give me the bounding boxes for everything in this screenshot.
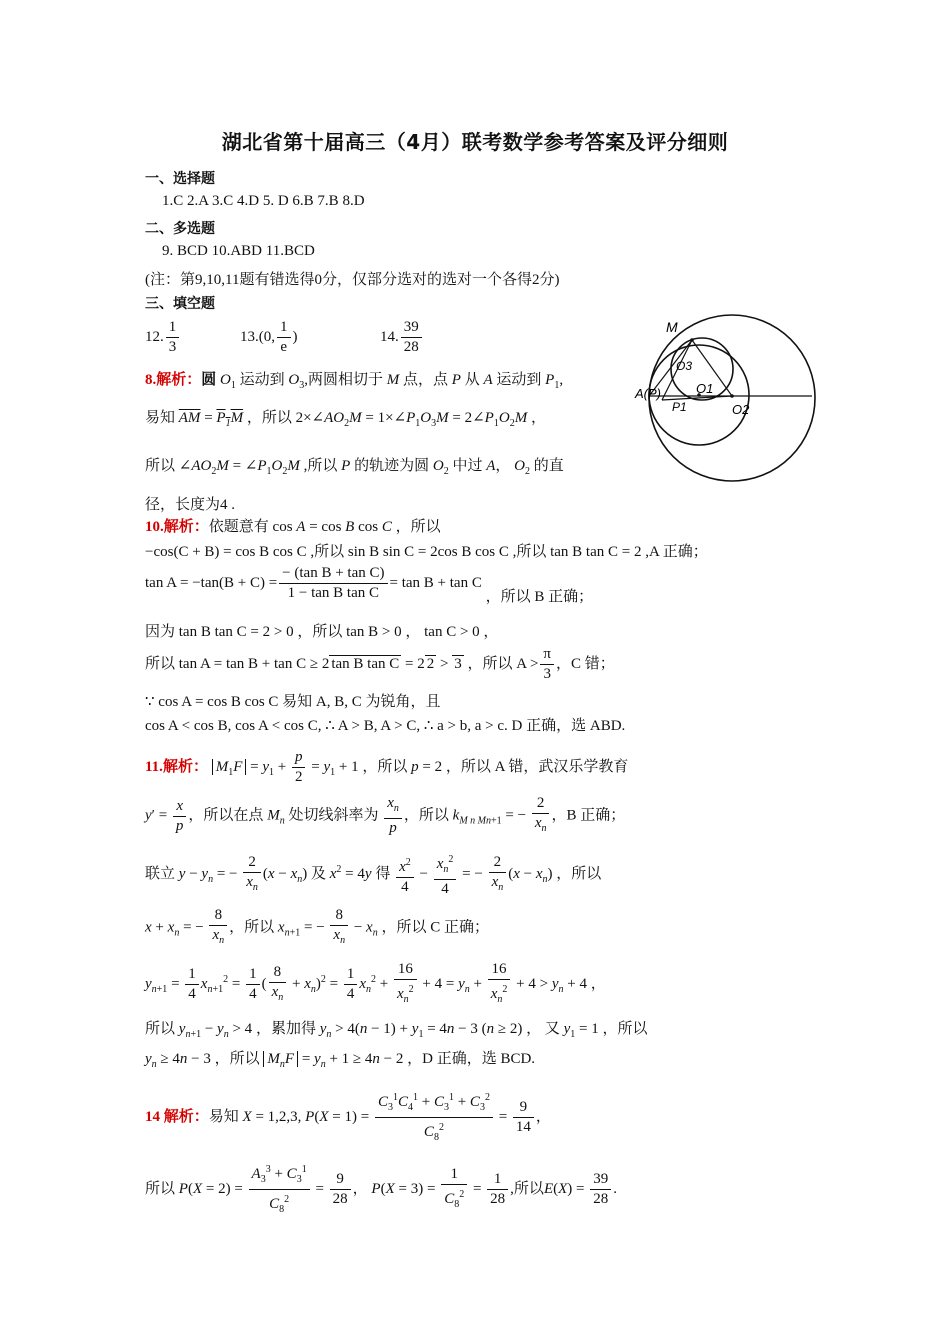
solution-11-line-1: 11.解析： $M_1F = y_1$ + $\frac{p}{2}$ = $y_1 + 1$ ，所以 p = 2 ，所以 A 错，武汉乐学教育 — [145, 749, 629, 785]
solution-10-line-6: ∵ cos A = cos B cos C 易知 A, B, C 为锐角，且 — [145, 694, 441, 710]
label-o2: O2 — [732, 402, 750, 417]
section-choice-heading: 一、选择题 — [145, 171, 215, 187]
multi-answers: 9. BCD 10.ABD 11.BCD — [162, 243, 315, 259]
label-m: M — [666, 319, 678, 335]
label-a-p: A(P) — [635, 386, 661, 401]
solution-11-line-7: $y_n \ge 4n - 3$ ，所以 $M_nF = y_n + 1 \ge 4n - 2$ ，D 正确，选 BCD. — [145, 1051, 536, 1070]
solution-10-line-4: 因为 tan B tan C = 2 > 0 ，所以 tan B > 0 ， tan C > 0 ， — [145, 624, 499, 640]
fill-answer-14: 14. $\frac{39}{28}$ — [380, 318, 424, 357]
solution-8-line-4: 径，长度为4 . — [145, 497, 236, 513]
solution-14-line-2: 所以 P(X = 2) = $\frac{A_3^3 + C_3^1}{C_8^2}$ = $\frac{9}{28}$ ， P(X = 3) = $\frac{1}{C_8^2}$ = $\frac{1}{28}$ ,所以E(X) = $\frac{39}{28}$ . — [145, 1160, 617, 1219]
solution-11-line-6: 所以 $y_{n+1} - y_n > 4$ ，累加得 $y_n > 4(n - 1) + y_1 = 4n - 3$ (n ≥ 2) ， 又 $y_1 = 1$ ，所以 — [145, 1021, 648, 1040]
fill-answer-13: 13.(0, $\frac{1}{e}$ ) — [240, 319, 298, 355]
scoring-note: (注：第9,10,11题有错选得0分，仅部分选对的选对一个各得2分) — [145, 272, 560, 288]
label-o3: O3 — [676, 359, 693, 373]
circle-diagram — [632, 310, 822, 485]
solution-10-line-2: −cos(C + B) = cos B cos C ,所以 sin B sin C = 2cos B cos C ,所以 tan B tan C = 2 ,A 正确； — [145, 544, 708, 560]
label-o1: O1 — [696, 381, 714, 396]
solution-10-line-3: tan A = −tan(B + C) = $\frac{\text{− (tan B + tan C)}}{\text{1 − tan B tan C}}$ = tan B + tan C ，所以 B 正确； — [145, 565, 594, 605]
solution-14-line-1: 14 解析：易知 X = 1,2,3, P(X = 1) = $\frac{C_3^1C_4^1 + C_3^1 + C_3^2}{C_8^2}$ = $\frac{9}{14}$ ， — [145, 1088, 551, 1147]
label-p1: P1 — [672, 400, 687, 414]
section-fill-heading: 三、填空题 — [145, 296, 215, 312]
solution-8-line-1: 8.解析：圆 $O_1$ 运动到 $O_3$,两圆相切于 M 点，点 P 从 A 运动到 $P_1$, — [145, 372, 564, 391]
solution-11-line-5: $y_{n+1}$ = $\frac{1}{4}$ $x_{n+1}^2$ = $\frac{1}{4}$ ( $\frac{8}{x_n}$ + $x_n)^2$ = $\frac{1}{4}$ $x_n^2$ + $\frac{16}{x_n^2}$ + $4 = y_n$ + $\frac{16}{x_n^2}$ + $4 > y_n + 4$ ， — [145, 961, 606, 1005]
section-multi-heading: 二、多选题 — [145, 221, 215, 237]
solution-10-line-7: cos A < cos B, cos A < cos C, ∴ A > B, A > C, ∴ a > b, a > c. D 正确，选 ABD. — [145, 718, 626, 734]
choice-answers: 1.C 2.A 3.C 4.D 5. D 6.B 7.B 8.D — [162, 193, 365, 209]
solution-10-line-1: 10.解析：依题意有 cos A = cos B cos C ，所以 — [145, 519, 441, 535]
solution-10-line-5: 所以 tan A = tan B + tan C ≥ 2 tan B tan C = 2 2 > 3 ，所以 A > $\frac{\pi}{3}$ ，C 错； — [145, 646, 615, 682]
solution-11-line-4: $x + x_n$ = − $\frac{8}{x_n}$ ，所以 $x_{n+1}$ = − $\frac{8}{x_n}$ − $x_n$ ，所以 C 正确； — [145, 907, 489, 946]
fill-answer-12: 12. $\frac{1}{3}$ — [145, 318, 181, 357]
solution-11-line-2: y′ = $\frac{x}{p}$ ，所以在点 $M_n$ 处切线斜率为 $\frac{x_n}{p}$ ，所以 $k_{M n Mn+1}$ = − $\frac{2}{x_n}$ ，B 正确； — [145, 795, 626, 836]
solution-8-line-3: 所以 $\angle AO_2M$ = $\angle P_1O_2M$ ,所以 P 的轨迹为圆 $O_2$ 中过 A， $O_2$ 的直 — [145, 458, 564, 477]
page-title: 湖北省第十届高三（4月）联考数学参考答案及评分细则 — [221, 130, 729, 154]
solution-11-line-3: 联立 $y - y_n$ = − $\frac{2}{x_n}$ $(x - x_n)$ 及 $x^2 = 4y$ 得 $\frac{x^2}{4}$ − $\frac{x_n^2}{4}$ = − $\frac{2}{x_n}$ $(x - x_n)$ ，所以 — [145, 850, 601, 899]
solution-8-line-2: 易知 $\overline{AM} = P_1M$ ，所以 $2\times\angle AO_2M$ = $1\times\angle P_1O_3M$ = $2\angle P_1O_2M$ ， — [145, 410, 546, 429]
